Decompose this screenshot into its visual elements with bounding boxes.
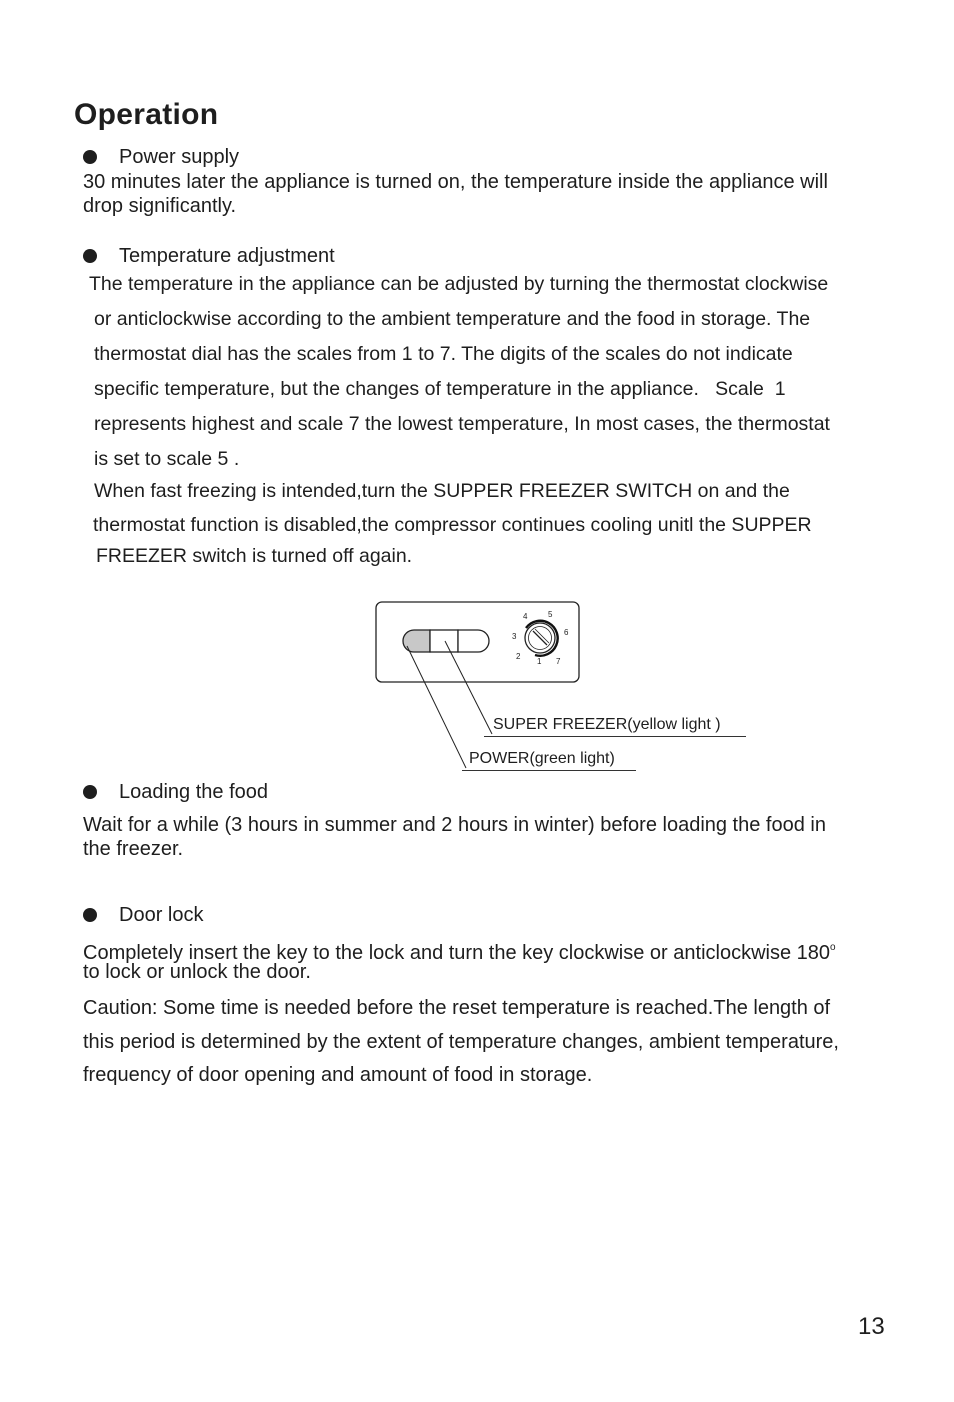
power-label: POWER(green light): [469, 750, 615, 767]
section-heading-loading-food: Loading the food: [119, 781, 269, 803]
power-indicator-light: [403, 630, 430, 652]
temperature-line-2: or anticlockwise according to the ambient temperature and the food in storage. The: [94, 308, 811, 330]
super-freezer-indicator-light: [458, 630, 489, 652]
dial-scale-2: 2: [516, 652, 521, 661]
degree-mark: o: [830, 942, 836, 953]
power-label-underline: [462, 770, 636, 771]
temperature-line-8: thermostat function is disabled,the compressor continues cooling unitl the SUPPER: [93, 514, 812, 536]
page-number: 13: [858, 1313, 885, 1340]
temperature-line-1: The temperature in the appliance can be adjusted by turning the thermostat clockwise: [89, 273, 829, 295]
bullet-icon: [83, 249, 97, 263]
dial-scale-4: 4: [523, 612, 528, 621]
power-supply-line-2: drop significantly.: [83, 195, 237, 217]
dial-scale-1: 1: [537, 657, 542, 666]
temperature-line-3: thermostat dial has the scales from 1 to 7. The digits of the scales do not indicate: [94, 343, 793, 365]
door-lock-line-1-text: Completely insert the key to the lock and turn the key clockwise or anticlockwise 180: [83, 942, 831, 964]
caution-line-2: this period is determined by the extent of temperature changes, ambient temperature,: [83, 1031, 839, 1053]
section-heading-power-supply: Power supply: [119, 146, 240, 168]
section-heading-door-lock: Door lock: [119, 904, 204, 926]
dial-scale-3: 3: [512, 632, 517, 641]
temperature-line-7: When fast freezing is intended,turn the SUPPER FREEZER SWITCH on and the: [94, 480, 790, 502]
dial-scale-5: 5: [548, 610, 553, 619]
caution-line-1: Caution: Some time is needed before the reset temperature is reached.The length of: [83, 997, 831, 1019]
loading-food-line-1: Wait for a while (3 hours in summer and 2 hours in winter) before loading the food in: [83, 814, 826, 836]
super-freezer-label: SUPER FREEZER(yellow light ): [493, 716, 721, 733]
thermostat-dial-icon: [525, 621, 558, 656]
temperature-line-5: represents highest and scale 7 the lowest temperature, In most cases, the thermostat: [94, 413, 830, 435]
caution-line-3: frequency of door opening and amount of food in storage.: [83, 1064, 593, 1086]
door-lock-line-2: to lock or unlock the door.: [83, 961, 311, 983]
control-panel-diagram: [370, 596, 754, 776]
super-freezer-switch: [430, 630, 458, 652]
dial-scale-6: 6: [564, 628, 569, 637]
super-freezer-label-underline: [484, 736, 746, 737]
section-heading-temperature-adjustment: Temperature adjustment: [119, 245, 335, 267]
super-freezer-leader-line: [445, 641, 492, 734]
dial-scale-7: 7: [556, 657, 561, 666]
power-supply-line-1: 30 minutes later the appliance is turned on, the temperature inside the appliance will: [83, 171, 828, 193]
temperature-line-6: is set to scale 5 .: [94, 448, 240, 470]
temperature-line-9: FREEZER switch is turned off again.: [96, 545, 413, 567]
bullet-icon: [83, 908, 97, 922]
bullet-icon: [83, 150, 97, 164]
bullet-icon: [83, 785, 97, 799]
temperature-line-4: specific temperature, but the changes of temperature in the appliance. Scale 1: [94, 378, 786, 400]
loading-food-line-2: the freezer.: [83, 838, 184, 860]
page-title: Operation: [74, 98, 219, 131]
